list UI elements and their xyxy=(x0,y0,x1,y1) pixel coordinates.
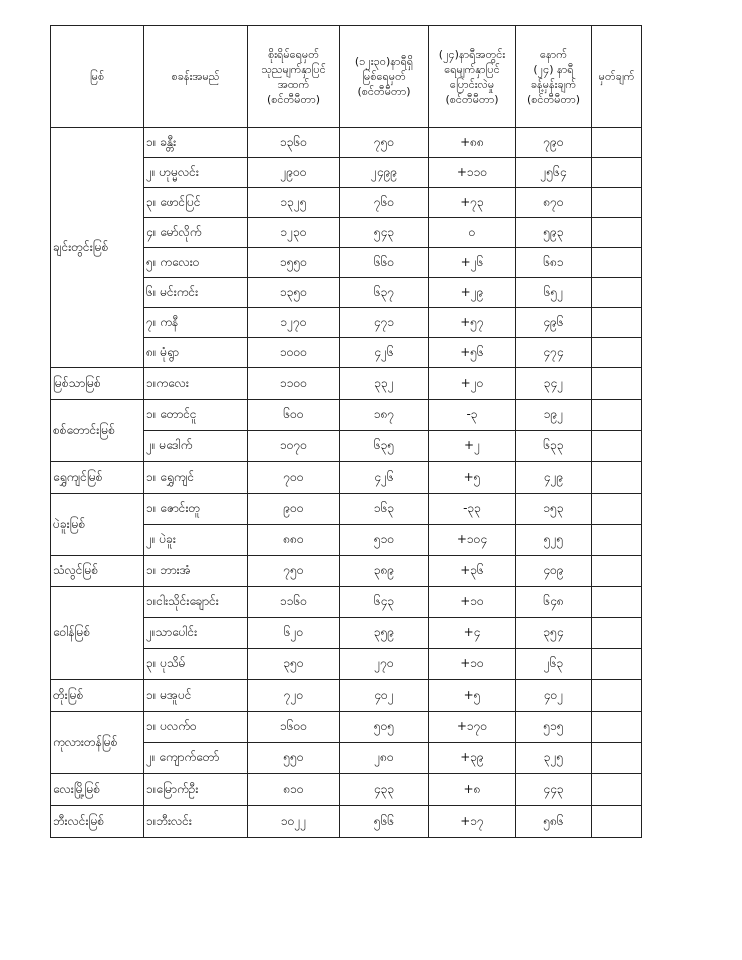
forecast-level: ၄၇၄ xyxy=(516,338,592,368)
table-row xyxy=(51,368,642,400)
remark xyxy=(592,338,642,368)
water-level: ၅၁၀ xyxy=(340,525,429,556)
change-24h: +၂ xyxy=(429,431,516,462)
warning-level: ၇၅၀ xyxy=(248,556,340,587)
forecast-level: ၈၇၀ xyxy=(516,188,592,218)
forecast-level: ၄၀၂ xyxy=(516,680,592,712)
river-name: စစ်တောင်းမြစ် xyxy=(51,400,144,462)
water-level: ၅၀၅ xyxy=(340,712,429,743)
station-name: ၆။ မင်းကင်း xyxy=(144,278,248,308)
station-name: ၃။ ဖောင်ပြင် xyxy=(144,188,248,218)
remark xyxy=(592,158,642,188)
remark xyxy=(592,368,642,400)
water-level: ၃၃၂ xyxy=(340,368,429,400)
river-name: ပဲခူးမြစ် xyxy=(51,494,144,556)
table-row xyxy=(51,587,642,618)
change-24h: +၁၀၄ xyxy=(429,525,516,556)
remark xyxy=(592,587,642,618)
water-level: ၆၃၅ xyxy=(340,431,429,462)
forecast-level: ၄၄၃ xyxy=(516,774,592,806)
station-name: ၁။ တောင်ငူ xyxy=(144,400,248,431)
station-name: ၂။ ပဲခူး xyxy=(144,525,248,556)
water-level: ၅၄၃ xyxy=(340,218,429,248)
remark xyxy=(592,774,642,806)
change-24h: +၈ xyxy=(429,774,516,806)
remark xyxy=(592,462,642,494)
table-row xyxy=(51,494,642,525)
water-level: ၂၇၀ xyxy=(340,649,429,680)
forecast-level: ၆၈၁ xyxy=(516,248,592,278)
station-name: ၁။ဘီးလင်း xyxy=(144,806,248,838)
change-24h: +၂၀ xyxy=(429,368,516,400)
remark xyxy=(592,743,642,774)
warning-level: ၁၁၆၀ xyxy=(248,587,340,618)
station-name: ၄။ မော်လိုက် xyxy=(144,218,248,248)
station-name: ၁။ငါးသိုင်းချောင်း xyxy=(144,587,248,618)
station-name: ၂။ ကျောက်တော် xyxy=(144,743,248,774)
forecast-level: ၂၆၃ xyxy=(516,649,592,680)
header-river: မြစ် xyxy=(51,26,144,128)
forecast-level: ၄၉၆ xyxy=(516,308,592,338)
remark xyxy=(592,431,642,462)
station-name: ၇။ ကနီ xyxy=(144,308,248,338)
warning-level: ၁၂၇၀ xyxy=(248,308,340,338)
change-24h: ၀ xyxy=(429,218,516,248)
river-name: တိုးမြစ် xyxy=(51,680,144,712)
remark xyxy=(592,680,642,712)
station-name: ၁။ကလေး xyxy=(144,368,248,400)
table-row xyxy=(51,400,642,431)
station-name: ၂။သာပေါင်း xyxy=(144,618,248,649)
header-forecast: နောက် (၂၄) နာရီ ခန့်မှန်းချက် (စင်တီမီတာ) xyxy=(516,26,592,128)
forecast-level: ၃၅၄ xyxy=(516,618,592,649)
river-name: သံလွင်မြစ် xyxy=(51,556,144,587)
table-row xyxy=(51,806,642,838)
water-level: ၄၇၁ xyxy=(340,308,429,338)
table-row xyxy=(51,712,642,743)
water-level: ၂၄၉၉ xyxy=(340,158,429,188)
water-level: ၃၅၉ xyxy=(340,618,429,649)
table-row xyxy=(51,462,642,494)
warning-level: ၇၀၀ xyxy=(248,462,340,494)
remark xyxy=(592,308,642,338)
river-name: လေးမြို့မြစ် xyxy=(51,774,144,806)
change-24h: +၇၃ xyxy=(429,188,516,218)
remark xyxy=(592,400,642,431)
change-24h: +၅ xyxy=(429,680,516,712)
table-row xyxy=(51,774,642,806)
forecast-level: ၄၂၉ xyxy=(516,462,592,494)
change-24h: -၃ xyxy=(429,400,516,431)
station-name: ၁။ ပလက်ဝ xyxy=(144,712,248,743)
station-name: ၁။မြောက်ဦး xyxy=(144,774,248,806)
header-station: စခန်းအမည် xyxy=(144,26,248,128)
forecast-level: ၆၃၃ xyxy=(516,431,592,462)
warning-level: ၈၈၀ xyxy=(248,525,340,556)
river-level-table xyxy=(50,25,642,838)
forecast-level: ၃၂၅ xyxy=(516,743,592,774)
forecast-level: ၂၅၆၄ xyxy=(516,158,592,188)
remark xyxy=(592,618,642,649)
header-24h-change: (၂၄)နာရီအတွင်း ရေမျက်နှာပြင် ပြောင်းလဲမှု (စင်တီမီတာ) xyxy=(429,26,516,128)
warning-level: ၆၀၀ xyxy=(248,400,340,431)
change-24h: +၁၇ xyxy=(429,806,516,838)
warning-level: ၁၃၂၅ xyxy=(248,188,340,218)
warning-level: ၉၀၀ xyxy=(248,494,340,525)
water-level: ၇၅၀ xyxy=(340,128,429,158)
table-row xyxy=(51,556,642,587)
forecast-level: ၅၂၅ xyxy=(516,525,592,556)
forecast-level: ၁၉၂ xyxy=(516,400,592,431)
water-level: ၁၈၇ xyxy=(340,400,429,431)
change-24h: +၅၆ xyxy=(429,338,516,368)
remark xyxy=(592,188,642,218)
water-level: ၄၃၃ xyxy=(340,774,429,806)
change-24h: +၁၀ xyxy=(429,587,516,618)
remark xyxy=(592,248,642,278)
forecast-level: ၆၅၂ xyxy=(516,278,592,308)
table-header xyxy=(51,26,642,128)
water-level: ၃၈၉ xyxy=(340,556,429,587)
change-24h: +၈၈ xyxy=(429,128,516,158)
forecast-level: ၁၅၃ xyxy=(516,494,592,525)
forecast-level: ၅၈၆ xyxy=(516,806,592,838)
change-24h: +၄ xyxy=(429,618,516,649)
station-name: ၃။ ပုသိမ် xyxy=(144,649,248,680)
remark xyxy=(592,806,642,838)
remark xyxy=(592,128,642,158)
forecast-level: ၆၄၈ xyxy=(516,587,592,618)
warning-level: ၁၀၀၀ xyxy=(248,338,340,368)
change-24h: -၃၃ xyxy=(429,494,516,525)
warning-level: ၁၆၀၀ xyxy=(248,712,340,743)
warning-level: ၁၃၅၀ xyxy=(248,278,340,308)
remark xyxy=(592,556,642,587)
water-level: ၄၀၂ xyxy=(340,680,429,712)
forecast-level: ၅၉၃ xyxy=(516,218,592,248)
water-level: ၁၆၃ xyxy=(340,494,429,525)
warning-level: ၁၀၇၀ xyxy=(248,431,340,462)
water-level: ၆၆၀ xyxy=(340,248,429,278)
forecast-level: ၄၀၉ xyxy=(516,556,592,587)
change-24h: +၅ xyxy=(429,462,516,494)
station-name: ၅။ ကလေးဝ xyxy=(144,248,248,278)
change-24h: +၂၆ xyxy=(429,248,516,278)
station-name: ၁။ ဇောင်းတူ xyxy=(144,494,248,525)
table-row xyxy=(51,680,642,712)
change-24h: +၁၁၀ xyxy=(429,158,516,188)
river-name: ဝေါန်မြစ် xyxy=(51,587,144,680)
warning-level: ၁၅၅၀ xyxy=(248,248,340,278)
header-remark: မှတ်ချက် xyxy=(592,26,642,128)
remark xyxy=(592,494,642,525)
water-level: ၂၈၀ xyxy=(340,743,429,774)
river-name: ကုလားတန်မြစ် xyxy=(51,712,144,774)
station-name: ၂။ ဟုမ္မလင်း xyxy=(144,158,248,188)
warning-level: ၈၁၀ xyxy=(248,774,340,806)
station-name: ၈။ မုံရွာ xyxy=(144,338,248,368)
water-level: ၅၆၆ xyxy=(340,806,429,838)
river-name: ဘီးလင်းမြစ် xyxy=(51,806,144,838)
river-name: ရွှေကျင်မြစ် xyxy=(51,462,144,494)
change-24h: +၁၇၀ xyxy=(429,712,516,743)
warning-level: ၁၀၂၂ xyxy=(248,806,340,838)
warning-level: ၇၂၀ xyxy=(248,680,340,712)
water-level: ၆၃၇ xyxy=(340,278,429,308)
warning-level: ၁၁၀၀ xyxy=(248,368,340,400)
forecast-level: ၇၉၀ xyxy=(516,128,592,158)
forecast-level: ၅၁၅ xyxy=(516,712,592,743)
water-level: ၄၂၆ xyxy=(340,462,429,494)
header-warning-level: စိုးရိမ်ရေမှတ် သုညမျက်နှာပြင် အထက် (စင်တီမီတာ) xyxy=(248,26,340,128)
station-name: ၁။ ရွှေကျင် xyxy=(144,462,248,494)
table-row xyxy=(51,128,642,158)
warning-level: ၁၂၃၀ xyxy=(248,218,340,248)
change-24h: +၅၇ xyxy=(429,308,516,338)
station-name: ၁။ ခန္တီး xyxy=(144,128,248,158)
header-water-level: (၁၂း၃၀)နာရီရှိ မြစ်ရေမှတ် (စင်တီမီတာ) xyxy=(340,26,429,128)
warning-level: ၁၃၆၀ xyxy=(248,128,340,158)
remark xyxy=(592,278,642,308)
warning-level: ၂၉၀၀ xyxy=(248,158,340,188)
warning-level: ၆၂၀ xyxy=(248,618,340,649)
change-24h: +၃၆ xyxy=(429,556,516,587)
forecast-level: ၃၄၂ xyxy=(516,368,592,400)
river-name: မြစ်သာမြစ် xyxy=(51,368,144,400)
table-body xyxy=(51,128,642,838)
remark xyxy=(592,712,642,743)
station-name: ၂။ မဒေါက် xyxy=(144,431,248,462)
river-name: ချင်းတွင်းမြစ် xyxy=(51,128,144,368)
remark xyxy=(592,525,642,556)
station-name: ၁။ ဘားအံ xyxy=(144,556,248,587)
water-level: ၇၆၀ xyxy=(340,188,429,218)
remark xyxy=(592,649,642,680)
water-level: ၆၄၃ xyxy=(340,587,429,618)
warning-level: ၃၅၀ xyxy=(248,649,340,680)
water-level: ၄၂၆ xyxy=(340,338,429,368)
change-24h: +၁၀ xyxy=(429,649,516,680)
change-24h: +၂၉ xyxy=(429,278,516,308)
station-name: ၁။ မအူပင် xyxy=(144,680,248,712)
change-24h: +၃၉ xyxy=(429,743,516,774)
warning-level: ၅၅၀ xyxy=(248,743,340,774)
remark xyxy=(592,218,642,248)
